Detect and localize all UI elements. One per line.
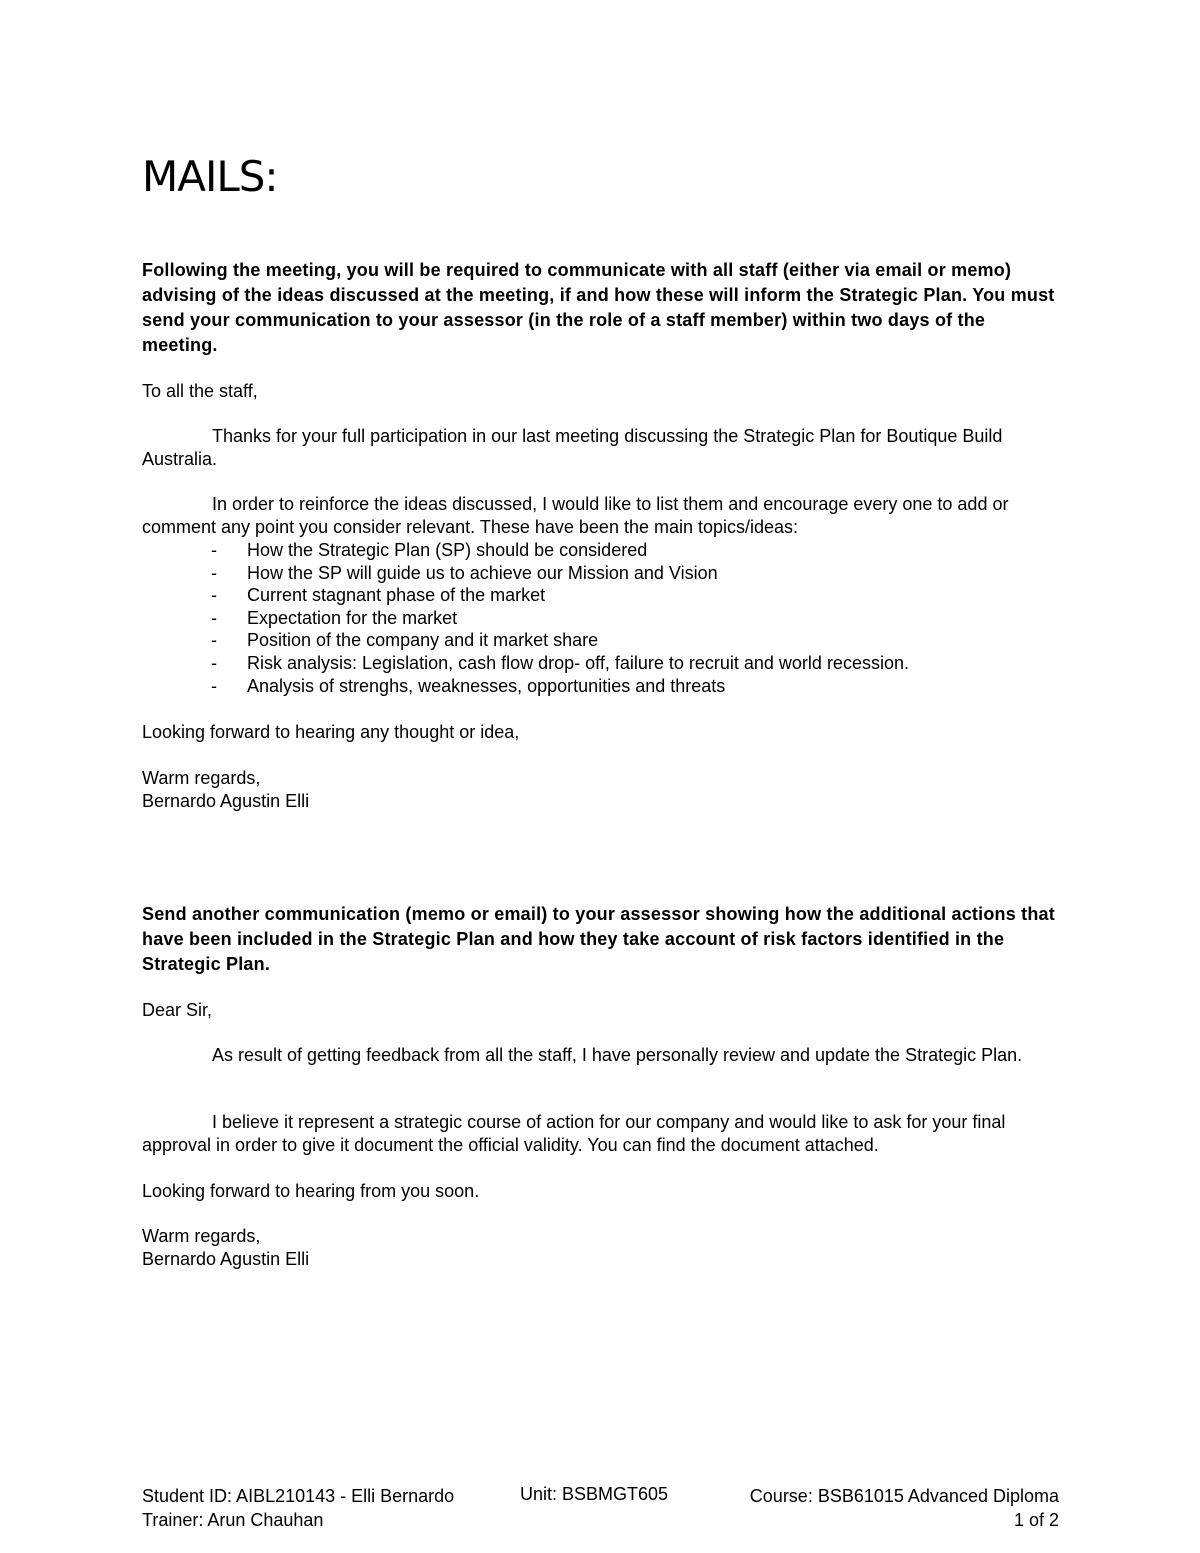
- topics-list: [142, 539, 1062, 697]
- list-item: [142, 652, 1062, 675]
- list-item: [142, 675, 1062, 698]
- footer-student-id: Student ID: AIBL210143 - Elli Bernardo: [142, 1486, 455, 1506]
- mail1-para1-text: Thanks for your full participation in our last meeting discussing the Strategic Plan for Boutique Build Australia.: [142, 426, 1003, 469]
- mail1-signature: Bernardo Agustin Elli: [142, 791, 310, 811]
- mail2-paragraph-2: [142, 1111, 1062, 1157]
- list-item: [142, 607, 1062, 630]
- mail1-greeting: To all the staff,: [142, 381, 258, 401]
- mail1-closing-line: Looking forward to hearing any thought or idea,: [142, 722, 520, 742]
- bullet-dash: -: [211, 675, 217, 696]
- mail2-signature: Bernardo Agustin Elli: [142, 1249, 310, 1269]
- list-item-text: How the SP will guide us to achieve our Mission and Vision: [247, 562, 718, 583]
- mail2-para1-text: As result of getting feedback from all the staff, I have personally review and update the Strategic Plan.: [212, 1045, 1023, 1065]
- footer-trainer: Trainer: Arun Chauhan: [142, 1510, 324, 1530]
- bullet-dash: -: [211, 630, 217, 651]
- list-item-text: How the Strategic Plan (SP) should be considered: [247, 540, 648, 560]
- footer-page-number: 1 of 2: [1013, 1510, 1059, 1530]
- mail2-closing-line: Looking forward to hearing from you soon.: [142, 1181, 480, 1201]
- bullet-dash: -: [211, 585, 217, 606]
- mail1-signoff: Warm regards,: [142, 768, 261, 788]
- list-item: [142, 584, 1062, 607]
- footer-unit: Unit: BSBMGT605: [520, 1484, 669, 1504]
- list-item-text: Position of the company and it market share: [247, 630, 599, 651]
- bullet-dash: -: [211, 607, 217, 628]
- bullet-dash: -: [211, 562, 217, 583]
- mail2-paragraph-1: [142, 1044, 1062, 1067]
- mail2-greeting: Dear Sir,: [142, 1000, 213, 1020]
- mail2-prompt: Send another communication (memo or email) to your assessor showing how the additional actions that have been included in the Strategic Plan and how they take account of risk factors identified in the Strategic Plan.: [142, 904, 1055, 974]
- list-item-text: Expectation for the market: [247, 607, 458, 628]
- list-item: [142, 562, 1062, 585]
- bullet-dash: -: [211, 540, 217, 560]
- mail2-para2-text: I believe it represent a strategic course of action for our company and would like to ask for your final approval in order to give it document the official validity. You can find the document attached.: [142, 1112, 1006, 1155]
- list-item-text: Analysis of strenghs, weaknesses, opportunities and threats: [247, 675, 726, 696]
- list-item-text: Current stagnant phase of the market: [247, 585, 546, 606]
- list-item: [142, 539, 1062, 562]
- mail1-paragraph-2: [142, 493, 1062, 697]
- mail1-paragraph-1: [142, 425, 1062, 471]
- footer-course: Course: BSB61015 Advanced Diploma: [749, 1486, 1059, 1506]
- mail1-prompt: Following the meeting, you will be required to communicate with all staff (either via email or memo) advising of the ideas discussed at the meeting, if and how these will inform the Strategic Plan. You must send your communication to your assessor (in the role of a staff member) within two days of the meeting.: [142, 260, 1055, 355]
- mail1-para2-text: In order to reinforce the ideas discussed, I would like to list them and encourage every one to add or comment any point you consider relevant. These have been the main topics/ideas:: [142, 494, 1009, 537]
- list-item-text: Risk analysis: Legislation, cash flow drop- off, failure to recruit and world recession.: [247, 652, 909, 673]
- page-title: MAILS:: [142, 152, 278, 201]
- list-item: [142, 629, 1062, 652]
- mail2-signoff: Warm regards,: [142, 1226, 261, 1246]
- bullet-dash: -: [211, 652, 217, 673]
